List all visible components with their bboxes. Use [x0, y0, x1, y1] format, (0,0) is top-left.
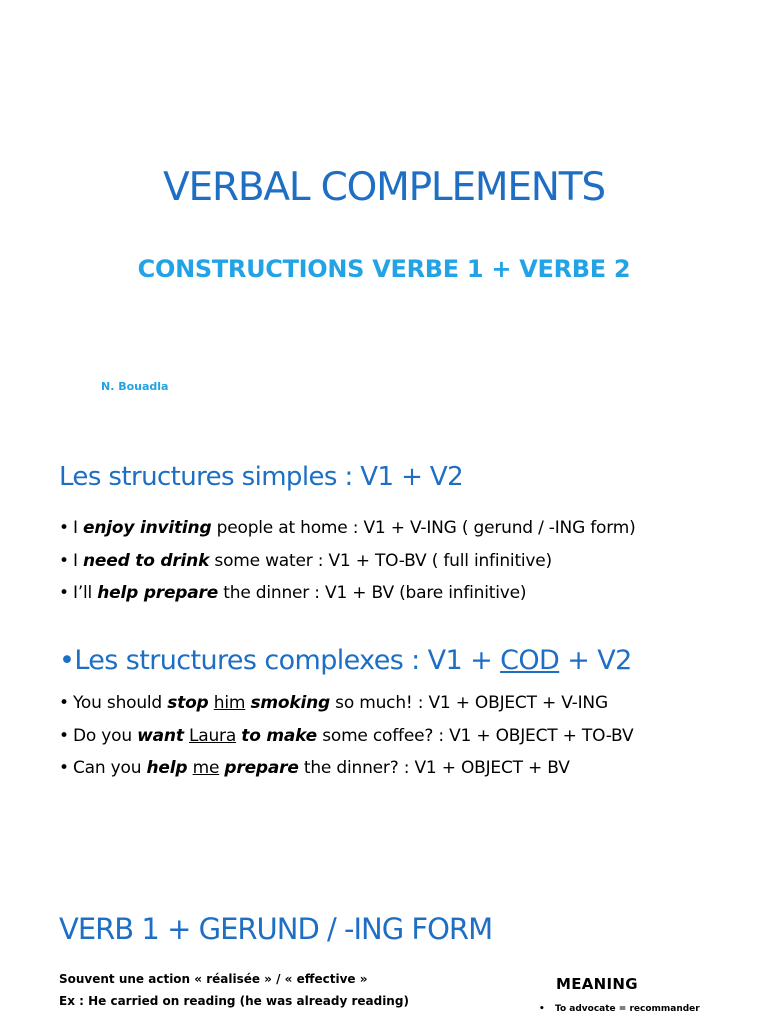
- heading-cod: COD: [500, 645, 560, 676]
- gerund-example: Ex : He carried on reading (he was already reading): [59, 994, 409, 1008]
- page-title: VERBAL COMPLEMENTS: [163, 165, 605, 210]
- item-verb2: prepare: [224, 758, 299, 778]
- item-verbs: enjoy inviting: [83, 518, 212, 538]
- item-verb2: to make: [241, 725, 318, 746]
- item-verb1: want: [137, 725, 184, 746]
- list-item: [59, 687, 633, 720]
- list-simple-structures: [59, 512, 636, 610]
- item-verb2: smoking: [250, 693, 330, 713]
- meaning-title: MEANING: [556, 975, 638, 993]
- list-complex-structures: [59, 687, 633, 785]
- meaning-item: [539, 1004, 700, 1014]
- section-heading-complex: [59, 645, 632, 676]
- section-heading-gerund: VERB 1 + GERUND / -ING FORM: [59, 912, 493, 946]
- bullet: •: [59, 583, 69, 603]
- item-text: people at home : V1 + V-ING ( gerund / -ING form): [211, 518, 636, 538]
- item-text: Do you: [73, 725, 138, 746]
- item-text: the dinner? : V1 + OBJECT + BV: [298, 758, 570, 778]
- item-text: some coffee? : V1 + OBJECT + TO-BV: [317, 725, 634, 746]
- item-text: You should: [73, 693, 168, 713]
- item-text: I: [73, 550, 84, 571]
- item-verb1: help: [146, 758, 188, 778]
- bullet: •: [59, 758, 69, 778]
- meaning-text: To advocate = recommander: [555, 1004, 700, 1014]
- list-item: [59, 545, 636, 578]
- page-subtitle: CONSTRUCTIONS VERBE 1 + VERBE 2: [137, 255, 631, 283]
- item-text: I’ll: [73, 583, 98, 603]
- list-item: [59, 512, 636, 545]
- bullet: •: [59, 725, 69, 746]
- item-object: him: [213, 693, 246, 713]
- item-object: me: [192, 758, 220, 778]
- item-text: the dinner : V1 + BV (bare infinitive): [218, 583, 527, 603]
- item-text: I: [73, 518, 84, 538]
- bullet: •: [59, 693, 69, 713]
- item-text: some water : V1 + TO-BV ( full infinitive): [209, 550, 552, 571]
- item-verbs: help prepare: [97, 583, 219, 603]
- item-text: so much! : V1 + OBJECT + V-ING: [329, 693, 608, 713]
- heading-part: + V2: [559, 645, 632, 676]
- item-object: Laura: [188, 725, 237, 746]
- author-name: N. Bouadla: [101, 380, 169, 393]
- section-heading-simple: Les structures simples : V1 + V2: [59, 462, 464, 492]
- list-item: [59, 752, 633, 785]
- gerund-note: Souvent une action « réalisée » / « effective »: [59, 972, 368, 986]
- bullet: •: [539, 1004, 545, 1014]
- item-verb1: stop: [167, 693, 209, 713]
- list-item: [59, 720, 633, 753]
- list-item: [59, 577, 636, 610]
- bullet: •: [59, 550, 69, 571]
- heading-part: •Les structures complexes : V1 +: [59, 645, 501, 676]
- bullet: •: [59, 518, 69, 538]
- item-verbs: need to drink: [83, 550, 210, 571]
- item-text: Can you: [73, 758, 147, 778]
